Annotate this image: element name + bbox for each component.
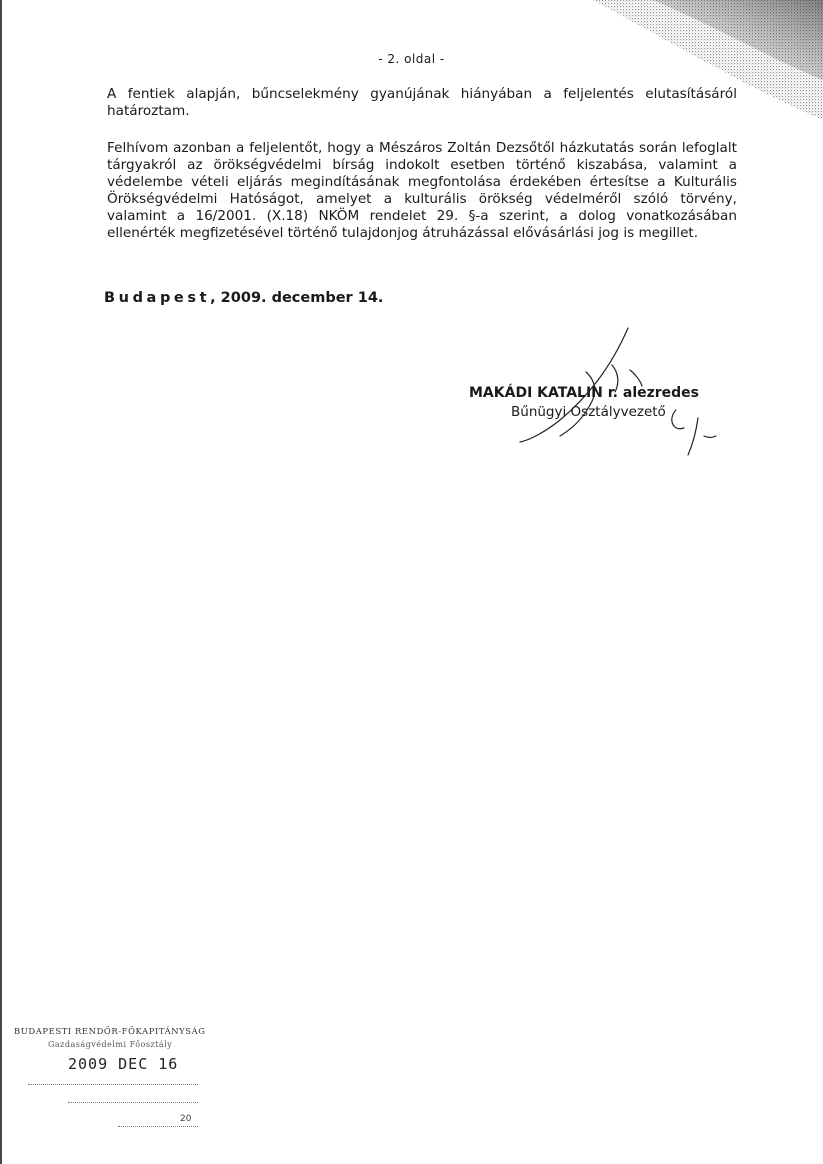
stamp-department: Gazdaságvédelmi Főosztály [48,1040,173,1049]
stamp-dotted-line [118,1126,198,1127]
date-line [104,290,383,306]
scan-left-border [0,0,2,1164]
signer-name: MAKÁDI KATALIN r. alezredes [469,385,700,401]
date-text: , 2009. december 14. [210,290,384,306]
stamp-date: 2009 DEC 16 [68,1055,179,1073]
stamp-agency: BUDAPESTI RENDŐR-FŐKAPITÁNYSÁG [14,1026,206,1036]
paragraph-decision: A fentiek alapján, bűncselekmény gyanújának hiányában a feljelentés elutasításáról határoztam. [107,86,737,119]
signer-title: Bűnügyi Osztályvezető [511,404,666,420]
stamp-dotted-line [28,1084,198,1085]
received-stamp [8,1020,218,1155]
stamp-number: 20 [180,1114,192,1124]
date-city: Budapest [104,290,211,306]
stamp-dotted-line [68,1102,198,1103]
paragraph-notice: Felhívom azonban a feljelentőt, hogy a Mészáros Zoltán Dezsőtől házkutatás során lefoglalt tárgyakról az örökségvédelmi bírság indokolt esetben történő kiszabása, valamint a védelembe vételi eljárás megindításának megfontolása érdekében értesítse a Kulturális Örökségvédelmi Hatóságot, amelyet a kulturális örökség védelméről szóló törvény, valamint a 16/2001. (X.18) NKÖM rendelet 29. §-a szerint, a dolog vonatkozásában ellenérték megfizetésével történő tulajdonjog átruházással elővásárlási jog is megillet. [107,140,737,241]
page-number: - 2. oldal - [378,52,445,66]
